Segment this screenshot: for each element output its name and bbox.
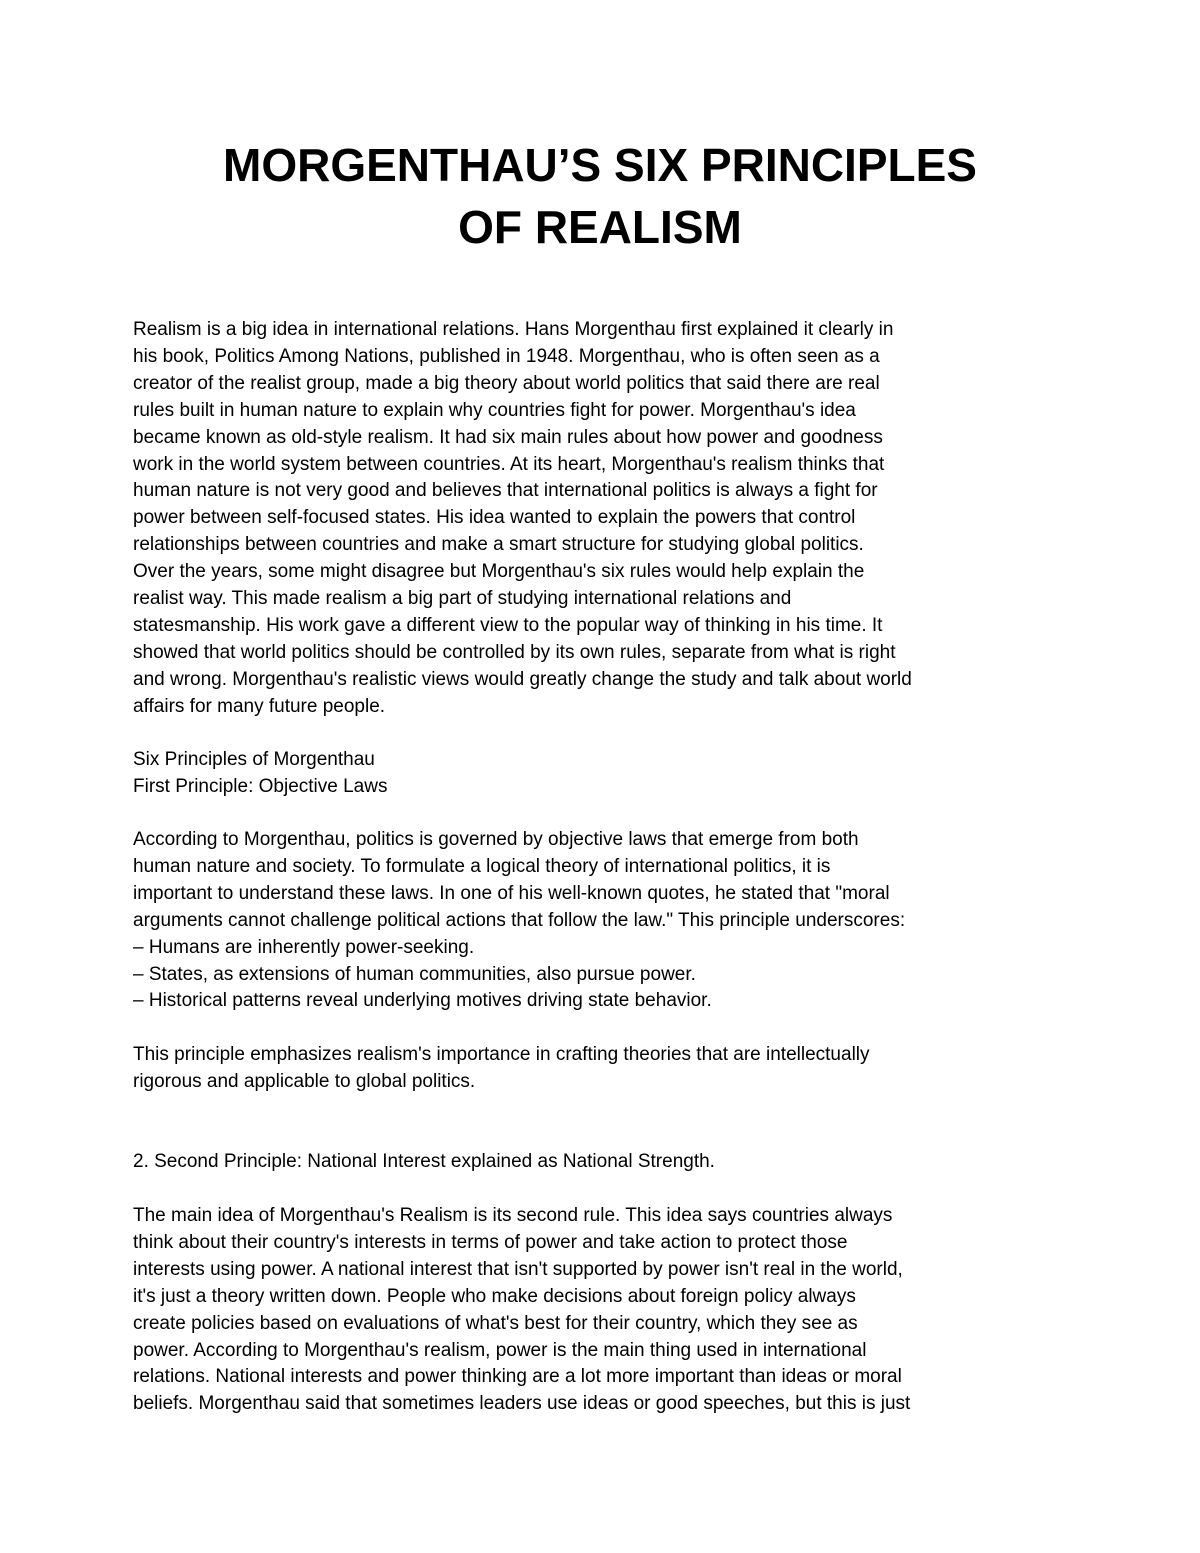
text-line: rigorous and applicable to global politics. xyxy=(133,1070,476,1092)
list-item: – States, as extensions of human communities, also pursue power. xyxy=(133,963,696,985)
section-heading xyxy=(133,747,1033,801)
text-line: showed that world politics should be controlled by its own rules, separate from what is right xyxy=(133,641,896,663)
text-line: work in the world system between countries. At its heart, Morgenthau's realism thinks that xyxy=(133,453,885,475)
text-line: statesmanship. His work gave a different view to the popular way of thinking in his time. It xyxy=(133,614,883,636)
text-line: creator of the realist group, made a big theory about world politics that said there are real xyxy=(133,372,880,394)
intro-paragraph xyxy=(133,317,1033,721)
text-line: arguments cannot challenge political actions that follow the law." This principle underscores: xyxy=(133,909,906,931)
text-line: and wrong. Morgenthau's realistic views would greatly change the study and talk about world xyxy=(133,668,912,690)
page-title xyxy=(100,134,1100,258)
text-line: think about their country's interests in terms of power and take action to protect those xyxy=(133,1231,848,1253)
section-heading-line: Six Principles of Morgenthau xyxy=(133,749,375,770)
text-line: Over the years, some might disagree but Morgenthau's six rules would help explain the xyxy=(133,561,865,583)
text-line: create policies based on evaluations of what's best for their country, which they see as xyxy=(133,1312,858,1334)
text-line: relationships between countries and make a smart structure for studying global politics. xyxy=(133,534,864,556)
text-line: important to understand these laws. In one of his well-known quotes, he stated that "moral xyxy=(133,882,890,904)
section-heading-line: First Principle: Objective Laws xyxy=(133,775,388,797)
text-line: rules built in human nature to explain why countries fight for power. Morgenthau's idea xyxy=(133,399,856,421)
title-line: MORGENTHAU’S SIX PRINCIPLES xyxy=(223,139,977,191)
text-line: The main idea of Morgenthau's Realism is its second rule. This idea says countries always xyxy=(133,1205,893,1226)
list-item: – Humans are inherently power-seeking. xyxy=(133,936,475,958)
text-line: realist way. This made realism a big part of studying international relations and xyxy=(133,588,792,610)
text-line: power. According to Morgenthau's realism, power is the main thing used in international xyxy=(133,1339,867,1361)
section-heading-line: 2. Second Principle: National Interest explained as National Strength. xyxy=(133,1151,715,1172)
text-line: relations. National interests and power thinking are a lot more important than ideas or moral xyxy=(133,1366,902,1388)
text-line: became known as old-style realism. It had six main rules about how power and goodness xyxy=(133,426,883,448)
text-line: power between self-focused states. His idea wanted to explain the powers that control xyxy=(133,507,856,529)
text-line: This principle emphasizes realism's importance in crafting theories that are intellectually xyxy=(133,1044,870,1065)
first-principle-paragraph xyxy=(133,827,1033,1015)
text-line: it's just a theory written down. People who make decisions about foreign policy always xyxy=(133,1285,856,1307)
text-line: human nature and society. To formulate a logical theory of international politics, it is xyxy=(133,855,831,877)
text-line: interests using power. A national interest that isn't supported by power isn't real in the world, xyxy=(133,1258,903,1280)
text-line: beliefs. Morgenthau said that sometimes leaders use ideas or good speeches, but this is just xyxy=(133,1393,911,1415)
text-line: affairs for many future people. xyxy=(133,695,386,717)
title-line: OF REALISM xyxy=(458,201,742,253)
text-line: his book, Politics Among Nations, published in 1948. Morgenthau, who is often seen as a xyxy=(133,345,880,367)
list-item: – Historical patterns reveal underlying motives driving state behavior. xyxy=(133,990,712,1012)
second-principle-heading xyxy=(133,1149,1033,1176)
first-principle-summary xyxy=(133,1042,1033,1096)
second-principle-paragraph xyxy=(133,1203,1033,1418)
text-line: According to Morgenthau, politics is governed by objective laws that emerge from both xyxy=(133,829,859,850)
text-line: human nature is not very good and believes that international politics is always a fight for xyxy=(133,480,878,502)
text-line: Realism is a big idea in international relations. Hans Morgenthau first explained it clearly in xyxy=(133,319,894,340)
